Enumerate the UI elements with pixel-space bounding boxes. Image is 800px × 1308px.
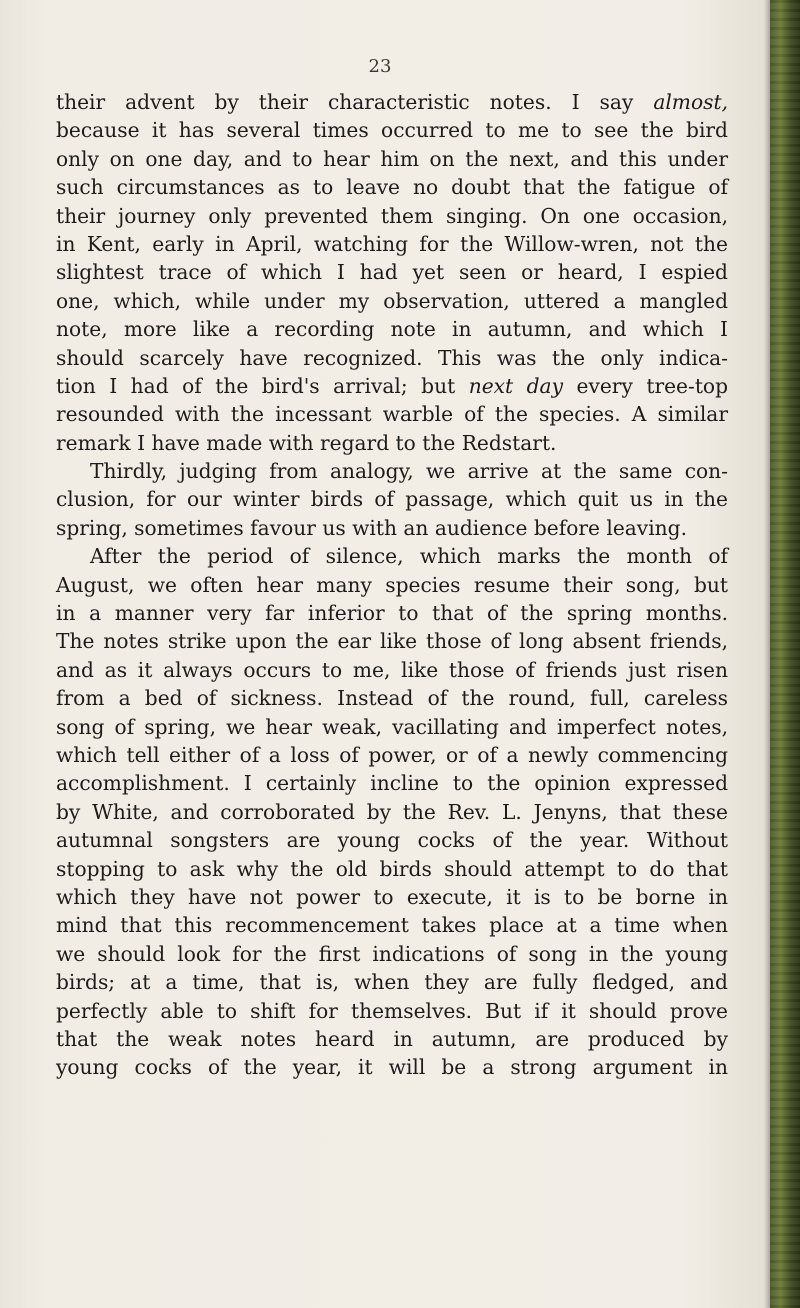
text-line — [56, 202, 728, 230]
text-line — [56, 514, 728, 542]
line-text: from a bed of sickness. Instead of the round, full, careless — [56, 686, 728, 711]
text-line — [56, 571, 728, 599]
line-text: After the period of silence, which marks the month of — [90, 544, 728, 569]
line-text: by White, and corroborated by the Rev. L. Jenyns, that these — [56, 799, 728, 824]
text-line — [56, 968, 728, 996]
italic-text: almost, — [653, 90, 728, 114]
text-line — [56, 741, 728, 769]
page-number: 23 — [368, 56, 392, 77]
line-text: and as it always occurs to me, like those of friends just risen — [56, 657, 728, 682]
text-line — [56, 88, 728, 116]
book-binding — [770, 0, 800, 1308]
text-line — [56, 627, 728, 655]
line-text: perfectly able to shift for themselves. But if it should prove — [56, 998, 728, 1023]
line-text: note, more like a recording note in autumn, and which I — [56, 317, 728, 342]
line-text: song of spring, we hear weak, vacillating and imperfect notes, — [56, 714, 728, 739]
text-line — [56, 684, 728, 712]
line-text: should scarcely have recognized. This was the only indica- — [56, 345, 728, 370]
line-text: birds; at a time, that is, when they are fully fledged, and — [56, 970, 728, 995]
line-text: The notes strike upon the ear like those of long absent friends, — [56, 629, 728, 654]
line-text: such circumstances as to leave no doubt that the fatigue of — [56, 175, 728, 200]
line-text: in a manner very far inferior to that of the spring months. — [56, 601, 728, 626]
text-line — [56, 656, 728, 684]
line-text: mind that this recommencement takes place at a time when — [56, 913, 728, 938]
line-text: we should look for the first indications of song in the young — [56, 941, 728, 966]
text-line — [56, 173, 728, 201]
text-line — [56, 429, 728, 457]
text-line — [56, 287, 728, 315]
line-text: which tell either of a loss of power, or of a newly commencing — [56, 742, 728, 767]
line-text: in Kent, early in April, watching for the Willow-wren, not the — [56, 231, 728, 256]
line-text: young cocks of the year, it will be a strong argument in — [56, 1055, 728, 1080]
line-text: every tree-top — [563, 373, 729, 398]
text-line — [56, 883, 728, 911]
text-line — [56, 400, 728, 428]
text-line — [56, 457, 728, 485]
text-line — [56, 315, 728, 343]
text-line — [56, 997, 728, 1025]
line-text: resounded with the incessant warble of the species. A similar — [56, 402, 728, 427]
line-text: August, we often hear many species resume their song, but — [56, 572, 728, 597]
text-line — [56, 1025, 728, 1053]
line-text: which they have not power to execute, it is to be borne in — [56, 884, 728, 909]
line-text: because it has several times occurred to me to see the bird — [56, 118, 728, 143]
line-text: spring, sometimes favour us with an audience before leaving. — [56, 515, 688, 540]
text-line — [56, 1053, 728, 1081]
text-line — [56, 372, 728, 400]
text-line — [56, 145, 728, 173]
line-text: autumnal songsters are young cocks of the year. Without — [56, 828, 728, 853]
line-text: clusion, for our winter birds of passage, which quit us in the — [56, 487, 728, 512]
text-line — [56, 713, 728, 741]
text-line — [56, 344, 728, 372]
text-line — [56, 230, 728, 258]
text-line — [56, 485, 728, 513]
line-text: stopping to ask why the old birds should attempt to do that — [56, 856, 728, 881]
text-line — [56, 258, 728, 286]
text-line — [56, 911, 728, 939]
line-text: Thirdly, judging from analogy, we arrive at the same con- — [90, 459, 728, 484]
text-line — [56, 769, 728, 797]
line-text: their journey only prevented them singing. On one occasion, — [56, 203, 728, 228]
line-text: one, which, while under my observation, uttered a mangled — [56, 288, 728, 313]
line-text: tion I had of the bird's arrival; but — [56, 373, 469, 398]
line-text: that the weak notes heard in autumn, are produced by — [56, 1026, 728, 1051]
text-line — [56, 798, 728, 826]
line-text: accomplishment. I certainly incline to the opinion expressed — [56, 771, 728, 796]
text-line — [56, 116, 728, 144]
line-text: remark I have made with regard to the Redstart. — [56, 430, 557, 455]
text-line — [56, 826, 728, 854]
line-text: their advent by their characteristic notes. I say — [56, 90, 654, 114]
body-text — [56, 88, 728, 1082]
text-line — [56, 855, 728, 883]
text-line — [56, 542, 728, 570]
line-text: only on one day, and to hear him on the next, and this under — [56, 146, 728, 171]
text-line — [56, 940, 728, 968]
line-text: slightest trace of which I had yet seen or heard, I espied — [56, 260, 728, 285]
text-line — [56, 599, 728, 627]
italic-text: next day — [468, 373, 563, 398]
